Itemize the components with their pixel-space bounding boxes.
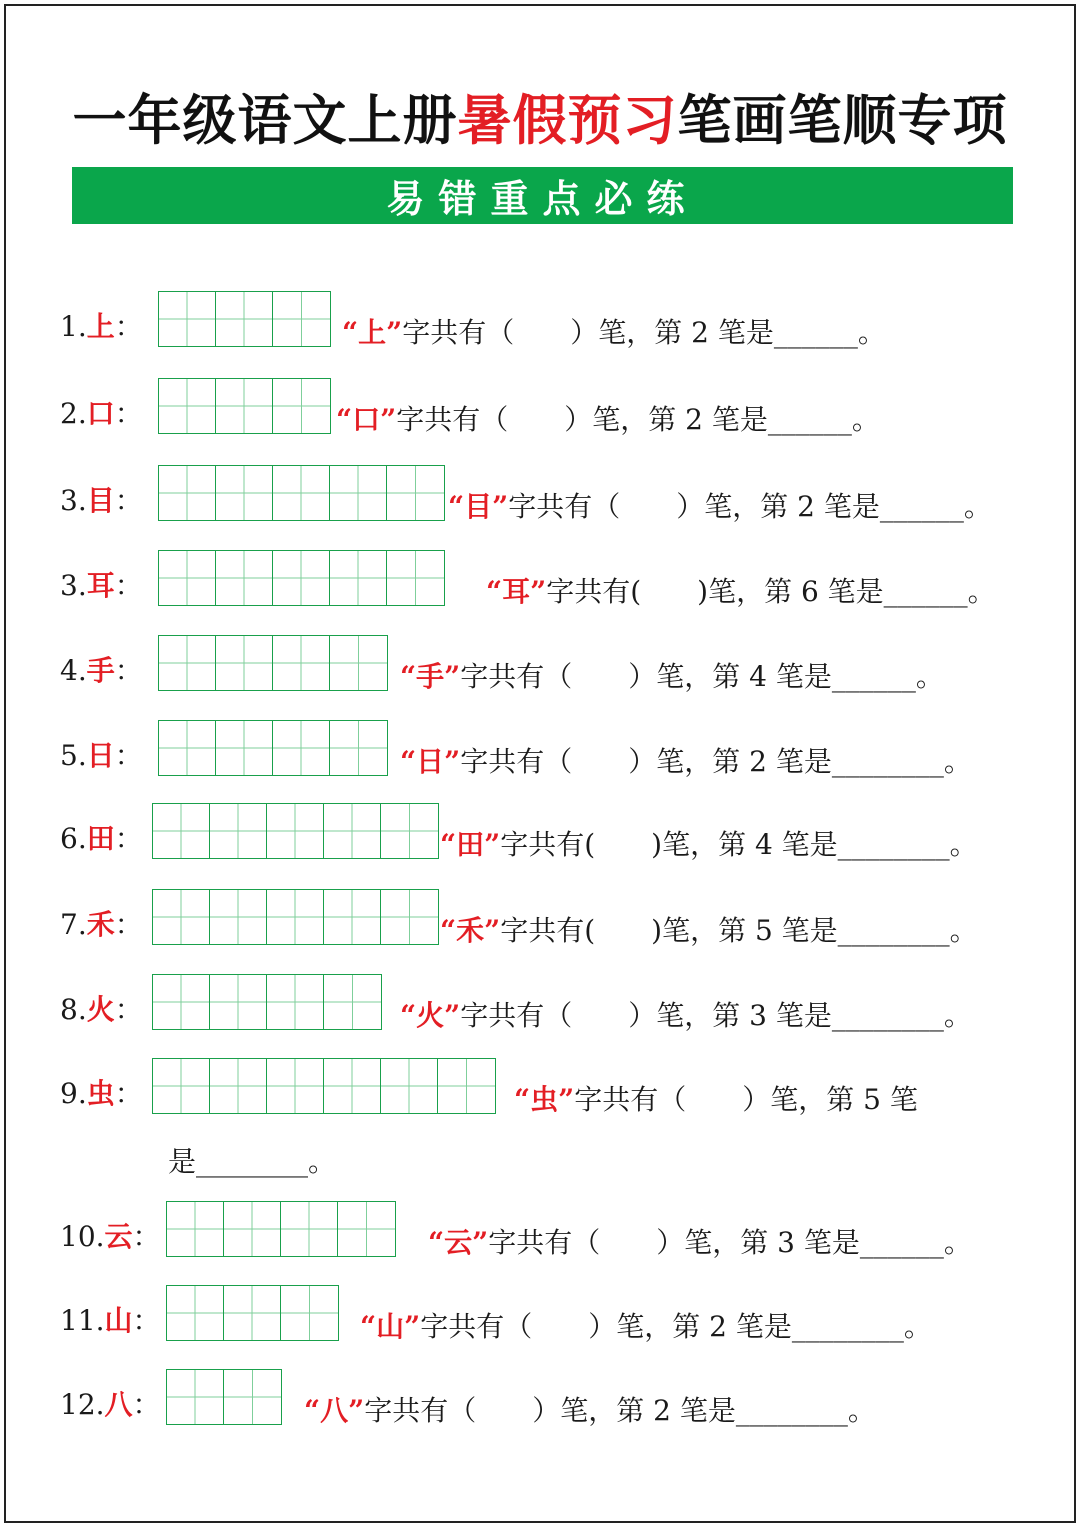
- question-text-wrap: 是________。: [168, 1145, 337, 1178]
- writing-grid[interactable]: [166, 1285, 339, 1341]
- question-text: “禾”字共有( )笔，第 5 笔是________。: [440, 914, 978, 947]
- item-label: 4.手：: [60, 654, 143, 687]
- item-char: 目: [86, 484, 115, 517]
- item-char: 山: [104, 1304, 133, 1337]
- question-text: “日”字共有（ ）笔，第 2 笔是________。: [400, 745, 972, 778]
- title-part3: 笔画笔顺专项: [677, 89, 1008, 152]
- item-char: 口: [86, 397, 115, 430]
- exercise-row: [0, 889, 1080, 949]
- item-char: 禾: [86, 908, 115, 941]
- exercise-row: [0, 1285, 1080, 1345]
- exercise-row: [0, 974, 1080, 1034]
- writing-grid[interactable]: [152, 974, 382, 1030]
- writing-grid[interactable]: [158, 378, 331, 434]
- title-part1: 一年级语文上册: [72, 89, 458, 152]
- question-text: “八”字共有（ ）笔，第 2 笔是________。: [304, 1394, 876, 1427]
- page-title: [0, 78, 1080, 155]
- item-char: 云: [104, 1220, 133, 1253]
- item-label: 3.耳：: [60, 569, 143, 602]
- exercise-row: [0, 635, 1080, 695]
- question-text: “耳”字共有( )笔，第 6 笔是______。: [486, 575, 996, 608]
- item-label: 7.禾：: [60, 908, 143, 941]
- subtitle-banner: 易错重点必练: [72, 167, 1013, 224]
- question-text: “云”字共有（ ）笔，第 3 笔是______。: [428, 1226, 972, 1259]
- item-label: 1.上：: [60, 310, 143, 343]
- writing-grid[interactable]: [152, 1058, 496, 1114]
- question-text: “火”字共有（ ）笔，第 3 笔是________。: [400, 999, 972, 1032]
- item-label: 2.口：: [60, 397, 143, 430]
- exercise-row: [0, 291, 1080, 351]
- writing-grid[interactable]: [152, 889, 439, 945]
- item-char: 火: [86, 993, 115, 1026]
- item-label: 6.田：: [60, 822, 143, 855]
- title-highlight: 暑假预习: [457, 89, 678, 152]
- writing-grid[interactable]: [152, 803, 439, 859]
- question-text: “山”字共有（ ）笔，第 2 笔是________。: [360, 1310, 932, 1343]
- item-label: 11.山：: [60, 1304, 161, 1337]
- exercise-row: [0, 465, 1080, 525]
- exercise-row: [0, 550, 1080, 610]
- item-char: 日: [86, 739, 115, 772]
- question-text: “目”字共有（ ）笔，第 2 笔是______。: [448, 490, 992, 523]
- item-label: 5.日：: [60, 739, 143, 772]
- question-text: “上”字共有（ ）笔，第 2 笔是______。: [342, 316, 886, 349]
- item-char: 虫: [86, 1077, 115, 1110]
- exercise-row: [0, 803, 1080, 863]
- writing-grid[interactable]: [158, 291, 331, 347]
- question-text: “口”字共有（ ）笔，第 2 笔是______。: [336, 403, 880, 436]
- exercise-row: [0, 1058, 1080, 1118]
- question-text: “田”字共有( )笔，第 4 笔是________。: [440, 828, 978, 861]
- writing-grid[interactable]: [158, 720, 388, 776]
- exercise-row: [0, 1369, 1080, 1429]
- item-char: 手: [86, 654, 115, 687]
- item-label: 8.火：: [60, 993, 143, 1026]
- item-label: 3.目：: [60, 484, 143, 517]
- item-label: 10.云：: [60, 1220, 161, 1253]
- writing-grid[interactable]: [166, 1201, 396, 1257]
- item-label: 9.虫：: [60, 1077, 143, 1110]
- item-char: 田: [86, 822, 115, 855]
- exercise-row: [0, 1201, 1080, 1261]
- writing-grid[interactable]: [158, 465, 445, 521]
- item-char: 上: [86, 310, 115, 343]
- item-char: 八: [104, 1388, 133, 1421]
- question-text: “虫”字共有（ ）笔，第 5 笔: [514, 1083, 918, 1116]
- writing-grid[interactable]: [158, 550, 445, 606]
- writing-grid[interactable]: [166, 1369, 282, 1425]
- writing-grid[interactable]: [158, 635, 388, 691]
- exercise-row: [0, 720, 1080, 780]
- question-text: “手”字共有（ ）笔，第 4 笔是______。: [400, 660, 944, 693]
- item-char: 耳: [86, 569, 115, 602]
- item-label: 12.八：: [60, 1388, 161, 1421]
- exercise-row: [0, 378, 1080, 438]
